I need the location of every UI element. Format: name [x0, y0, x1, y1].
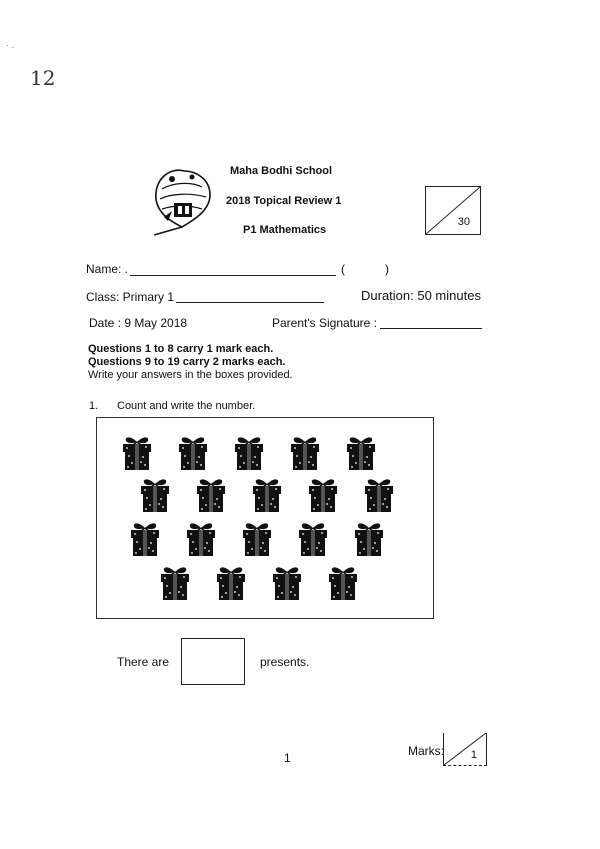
question-number: 1.: [89, 400, 99, 412]
slash-line: [444, 733, 486, 765]
register-open-paren: (: [341, 262, 345, 276]
gift-icon: [181, 518, 221, 558]
instruction-line-2: Questions 9 to 19 carry 2 marks each.: [88, 356, 286, 368]
page-number: 1: [284, 751, 291, 765]
school-logo-icon: [148, 165, 218, 237]
gift-icon: [237, 518, 277, 558]
school-name: Maha Bodhi School: [230, 165, 333, 177]
name-label: Name: .: [86, 262, 129, 276]
gift-icon: [323, 562, 363, 602]
gift-icon: [341, 432, 381, 472]
gift-icon: [173, 432, 213, 472]
gift-icon: [303, 474, 343, 514]
name-field[interactable]: [130, 275, 336, 276]
gift-icon: [191, 474, 231, 514]
class-label: Class: Primary 1: [86, 290, 175, 304]
signature-field[interactable]: [380, 328, 482, 329]
gift-icon: [285, 432, 325, 472]
instruction-line-1: Questions 1 to 8 carry 1 mark each.: [88, 343, 274, 355]
total-marks-box: [425, 186, 481, 235]
duration-label: Duration: 50 minutes: [361, 288, 481, 303]
marks-label: Marks:: [408, 744, 444, 758]
answer-suffix: presents.: [260, 655, 310, 669]
total-marks-value: 30: [457, 216, 470, 228]
gift-icon: [247, 474, 287, 514]
handwritten-page-note: 12: [30, 66, 56, 90]
answer-prefix: There are: [117, 655, 170, 669]
gift-icon: [349, 518, 389, 558]
gift-icon: [267, 562, 307, 602]
gift-icon: [135, 474, 175, 514]
exam-title: 2018 Topical Review 1: [226, 195, 342, 207]
answer-box[interactable]: [181, 638, 245, 685]
question-text: Count and write the number.: [117, 400, 256, 412]
marks-value: 1: [470, 749, 477, 761]
gift-icon: [117, 432, 157, 472]
margin-specks: · .: [6, 40, 14, 50]
date-label: Date : 9 May 2018: [89, 316, 188, 330]
slash-line: [426, 187, 480, 234]
gift-icon: [293, 518, 333, 558]
marks-box: [443, 733, 487, 766]
subject-title: P1 Mathematics: [243, 224, 327, 236]
gift-icon: [155, 562, 195, 602]
register-close-paren: ): [385, 262, 389, 276]
gift-icon: [229, 432, 269, 472]
gift-picture-frame: [96, 417, 434, 619]
signature-label: Parent's Signature :: [272, 316, 378, 330]
gift-icon: [359, 474, 399, 514]
class-field[interactable]: [176, 302, 324, 303]
gift-icon: [125, 518, 165, 558]
gift-icon: [211, 562, 251, 602]
instruction-line-3: Write your answers in the boxes provided.: [88, 369, 293, 381]
